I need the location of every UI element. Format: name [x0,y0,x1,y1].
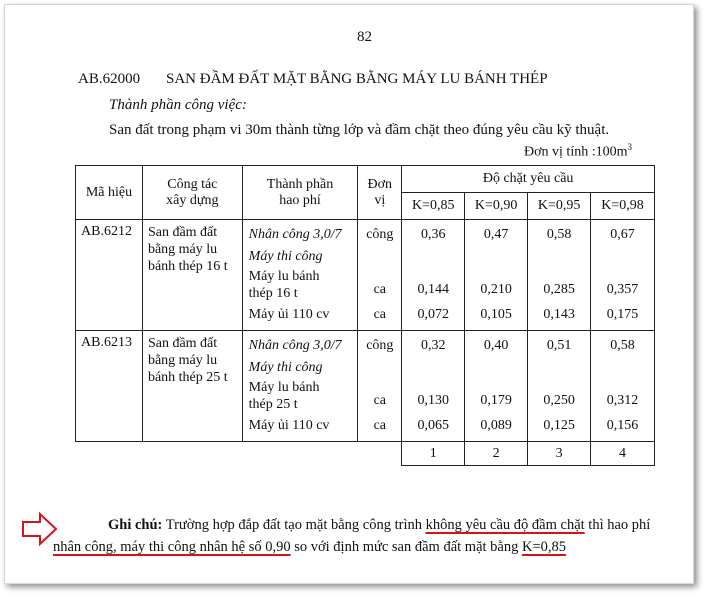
work-description [142,331,242,442]
note-underlined-text: K=0,85 [521,539,567,555]
value-cell: 0,105 [480,307,512,322]
cost-items [242,331,358,442]
units [358,220,402,331]
header-don-vi-line2: vị [374,192,386,208]
note-label: Ghi chú: [108,517,163,533]
work-description [142,220,242,331]
cost-items [242,220,358,331]
value-cell [528,357,590,379]
cost-item: Máy ủi 110 cv [248,307,330,322]
header-k-085: K=0,85 [402,193,465,220]
value-cell: 0,144 [417,282,449,297]
unit-cell: ca [373,282,387,297]
cost-item: Nhân công 3,0/7 [248,227,342,242]
header-k-090: K=0,90 [465,193,528,220]
cost-item [249,379,358,415]
note-paragraph [53,514,663,558]
note-underlined-text: nhân công, máy thi công nhân hệ số 0,90 [53,539,291,555]
header-thanh-phan-line2: hao phí [279,192,321,208]
norm-code: AB.6212 [76,220,143,331]
value-cell [465,246,527,268]
value-cell: 0,40 [483,338,509,353]
value-cell [591,246,654,268]
cost-item-line: thép 16 t [248,286,298,301]
value-cell [591,357,654,379]
value-col [528,220,591,331]
column-number: 3 [528,442,591,466]
header-thanh-phan-line1: Thành phần [266,176,334,192]
value-cell: 0,51 [546,338,572,353]
value-col [528,331,591,442]
header-don-vi-line1: Đơn [367,176,393,192]
value-cell: 0,250 [543,393,575,408]
norm-code: AB.6213 [76,331,143,442]
note-text: so với định mức san đầm đất mặt bằng [290,539,522,555]
value-cell: 0,357 [606,282,639,297]
unit-text: Đơn vị tính :100m [524,144,628,160]
unit-label [524,142,632,161]
section-subtitle: Thành phần công việc: [109,97,247,113]
work-line: bánh thép 16 t [147,259,228,274]
header-cong-tac-line1: Công tác [167,176,218,192]
value-cell: 0,143 [543,307,575,322]
unit-cell: công [366,227,394,242]
cost-item: Máy ủi 110 cv [248,418,330,433]
value-cell: 0,58 [546,227,572,242]
header-cong-tac [142,166,242,220]
page-number: 82 [357,29,372,45]
header-ma-hieu: Mã hiệu [76,166,143,220]
header-don-vi [358,166,402,220]
value-cell: 0,32 [420,338,446,353]
unit-cell [358,357,401,379]
work-line: bằng máy lu [147,242,218,257]
cost-item: Máy thi công [248,360,323,375]
value-cell: 0,58 [610,338,635,353]
value-cell: 0,130 [417,393,449,408]
value-cell: 0,156 [606,418,639,433]
unit-cell: ca [373,307,387,322]
value-cell: 0,47 [483,227,509,242]
header-cong-tac-line2: xây dựng [166,192,219,208]
document-page [4,4,694,584]
value-cell: 0,072 [417,307,449,322]
cost-item-line: Máy lu bánh [248,269,320,284]
unit-cell: công [366,338,394,353]
unit-cell: ca [373,418,387,433]
value-cell [528,246,590,268]
value-cell: 0,312 [606,393,639,408]
work-line: bánh thép 25 t [147,370,228,385]
header-thanh-phan [242,166,358,220]
work-line: bằng máy lu [147,353,218,368]
value-col [465,220,528,331]
note-underlined-text: không yêu cầu độ đầm chặt [425,517,585,533]
column-number-row [76,442,655,466]
column-number: 4 [591,442,655,466]
units [358,331,402,442]
value-cell: 0,36 [420,227,446,242]
table-row [76,331,655,442]
work-line: San đầm đất [147,225,218,240]
column-number: 1 [402,442,465,466]
value-col [402,220,465,331]
section-description: San đất trong phạm vi 30m thành từng lớp và đầm chặt theo đúng yêu cầu kỹ thuật. [109,122,610,138]
norm-table [75,165,655,466]
value-cell: 0,175 [606,307,639,322]
value-cell [402,357,464,379]
cost-item: Máy thi công [248,249,323,264]
value-col [402,331,465,442]
header-do-chat: Độ chặt yêu cầu [402,166,655,193]
value-cell: 0,285 [543,282,575,297]
cost-item: Nhân công 3,0/7 [248,338,342,353]
section-title: SAN ĐẦM ĐẤT MẶT BẰNG BẰNG MÁY LU BÁNH THÉP [166,71,548,87]
header-k-095: K=0,95 [528,193,591,220]
value-cell [465,357,527,379]
value-cell: 0,210 [480,282,512,297]
note-text: Trường hợp đắp đất tạo mặt bằng công trình [162,517,426,533]
value-cell [402,246,464,268]
table-row [76,220,655,331]
value-cell: 0,179 [480,393,512,408]
value-col [591,220,655,331]
work-line: San đầm đất [147,336,218,351]
value-col [591,331,655,442]
cost-item-line: thép 25 t [248,397,298,412]
value-cell: 0,125 [543,418,575,433]
section-code: AB.62000 [78,71,141,87]
value-cell: 0,089 [480,418,512,433]
column-number: 2 [465,442,528,466]
value-cell: 0,67 [610,227,635,242]
unit-superscript: 3 [627,142,632,152]
value-col [465,331,528,442]
value-cell: 0,065 [417,418,449,433]
header-k-098: K=0,98 [591,193,655,220]
unit-cell: ca [373,393,387,408]
unit-cell [358,246,401,268]
cost-item [249,268,358,304]
note-text: thì hao phí [584,517,651,533]
cost-item-line: Máy lu bánh [248,380,320,395]
